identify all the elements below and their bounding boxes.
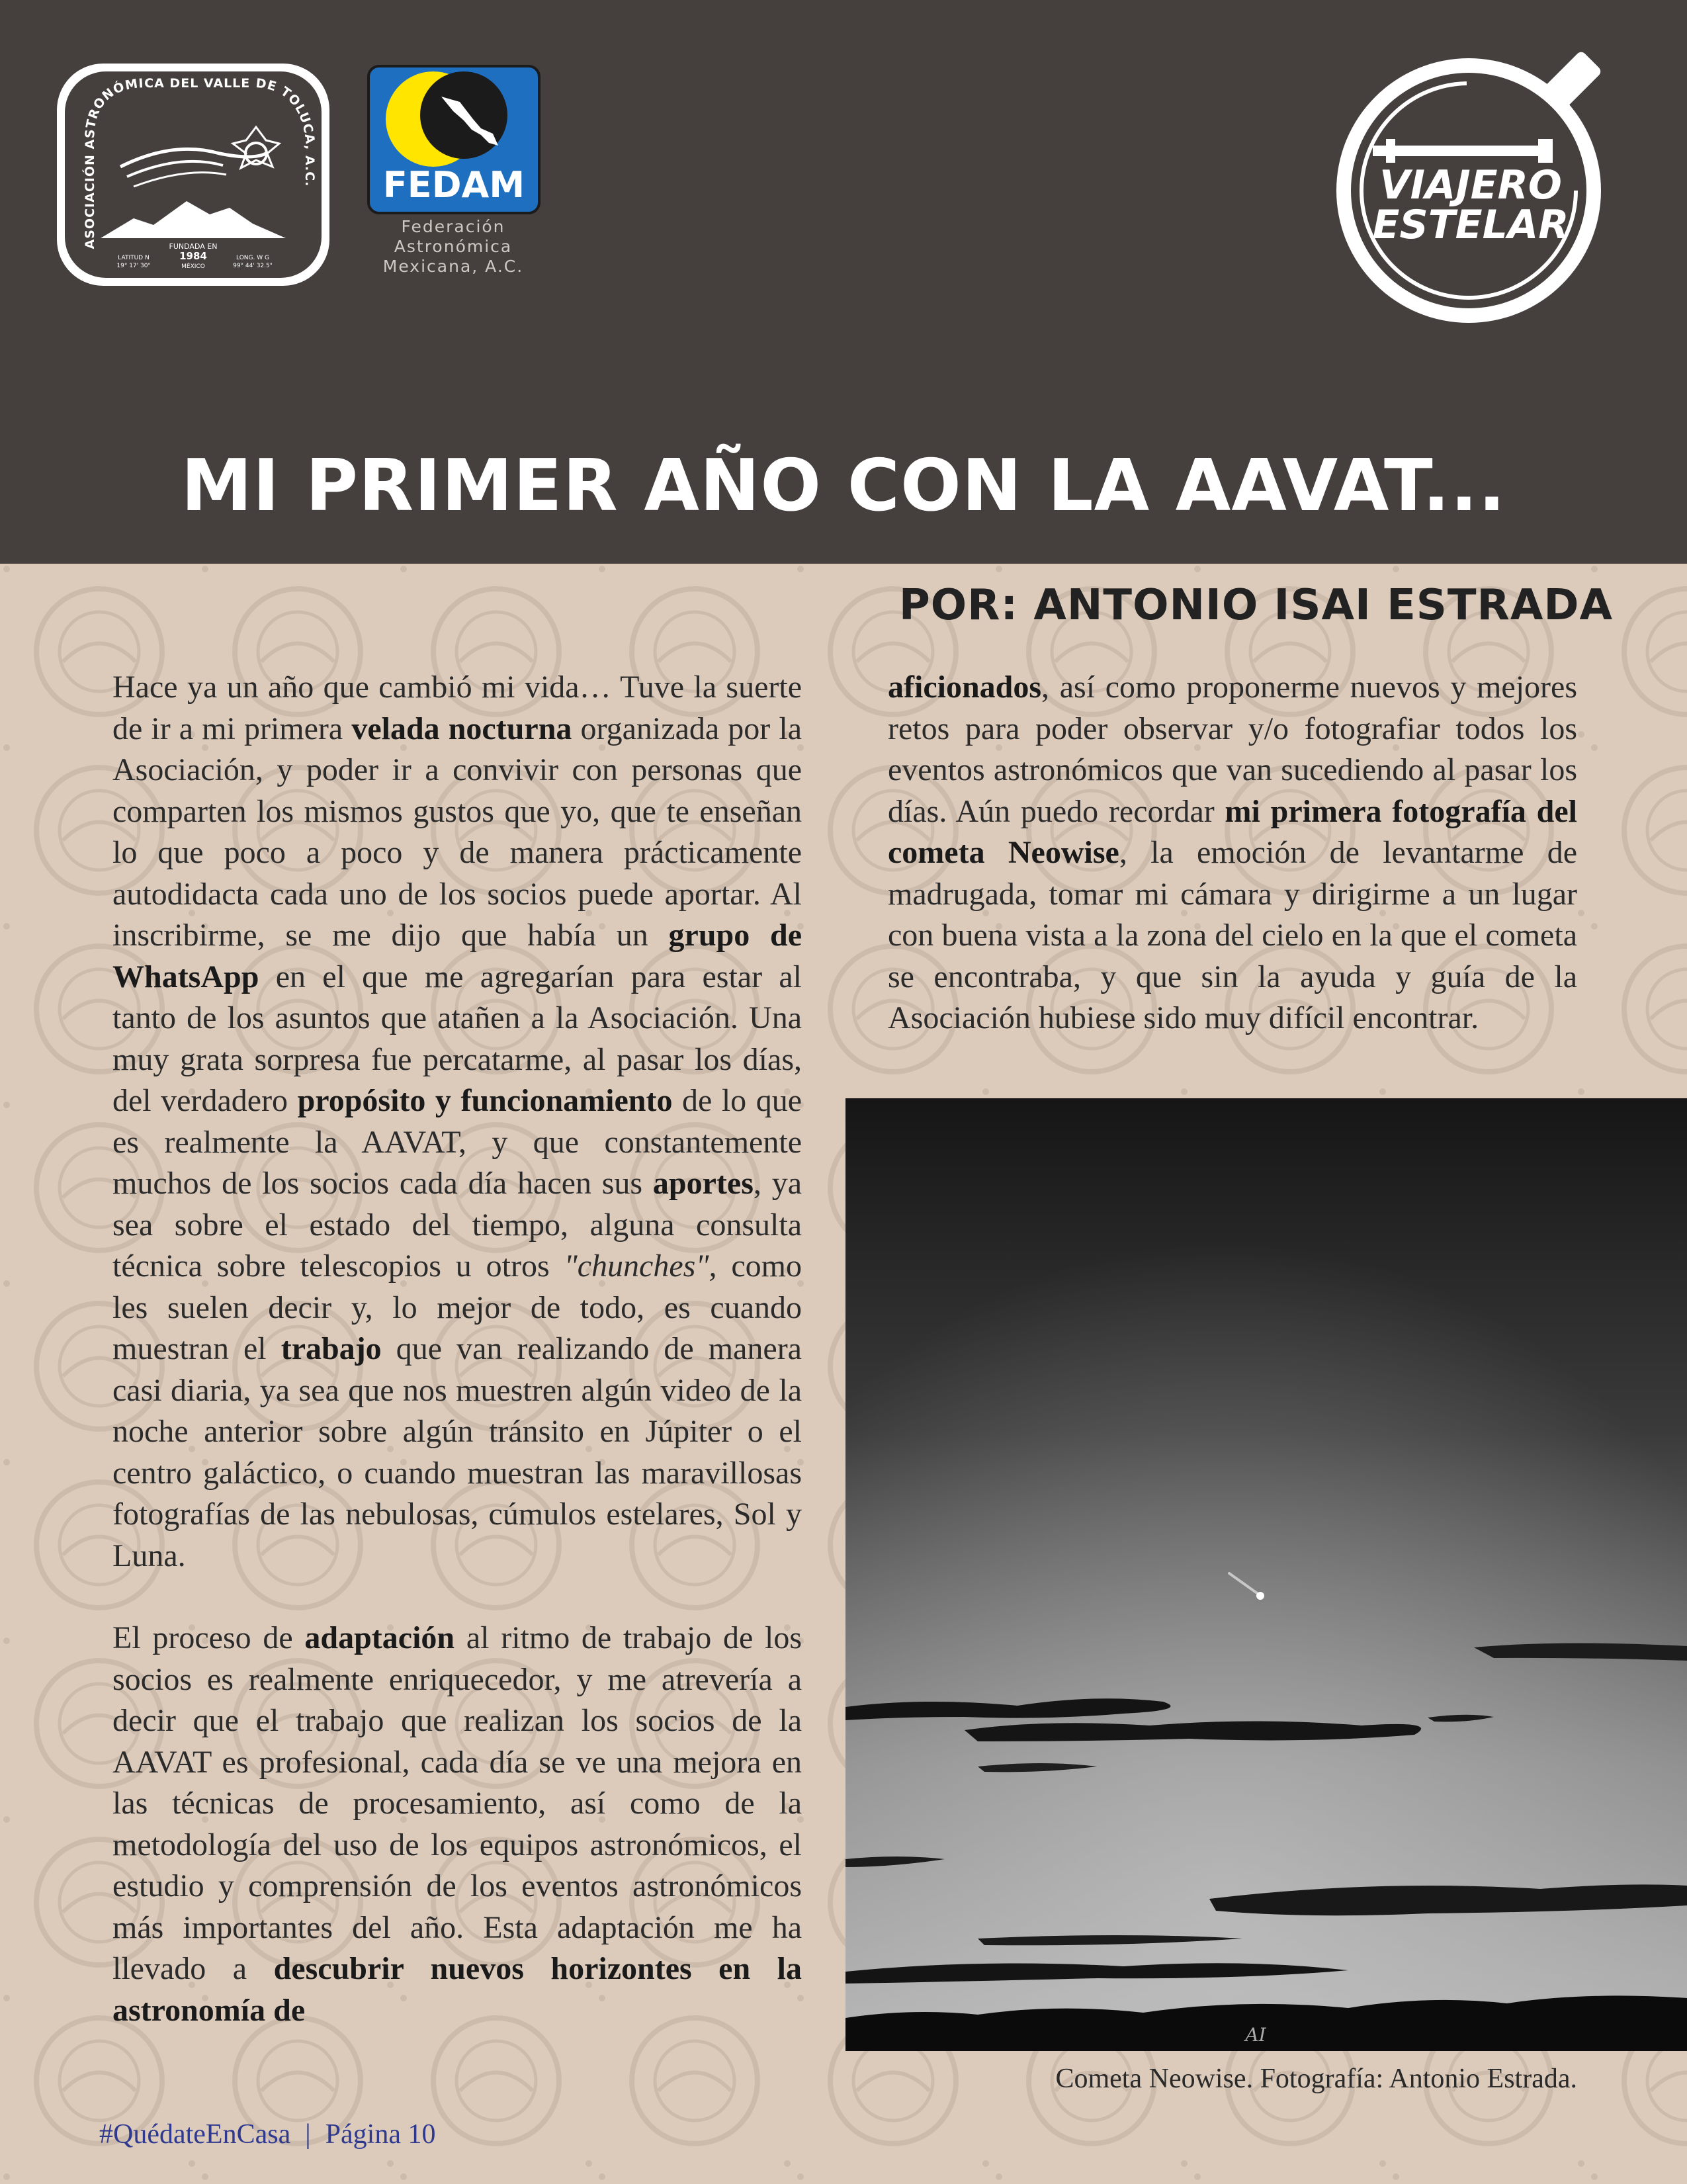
text-run: , la emoción de levantarme de madrugada, tomar mi cámara y dirigirme a un lugar con buena vista a la zona del cielo en la que el cometa se encontraba, y que sin la ayuda y guía de la Asociación hubiese sido muy difícil encontrar. <box>888 835 1578 1035</box>
article-paragraph-3 <box>888 667 1577 1039</box>
comet-neowise-photo <box>845 1098 1687 2051</box>
fedam-logo-name: FEDAM <box>382 164 525 206</box>
aavt-lat-label: LATITUD N <box>118 255 150 261</box>
footer-separator: | <box>305 2119 311 2150</box>
footer-hashtag: #QuédateEnCasa <box>99 2119 291 2150</box>
text-run: Hace ya un año que cambió mi vida… Tuve la suerte de ir a mi primera <box>112 670 802 746</box>
text-run: en el que me agregarían para estar al tanto de los asuntos que atañen a la Asociación. Una muy grata sorpresa fue percatarme, al pasar los días, del verdadero <box>112 959 802 1118</box>
text-run: aficionados <box>888 670 1042 705</box>
page-header <box>0 0 1687 564</box>
text-run: grupo de WhatsApp <box>112 918 802 994</box>
aavt-founded-place: MÉXICO <box>181 263 205 270</box>
text-run: que van realizando de manera casi diaria, ya sea que nos muestren algún video de la noche anterior sobre algún tránsito en Júpiter o el centro galáctico, o cuando muestran las maravillosas fotografías de las nebulosas, cúmulos estelares, Sol y Luna. <box>112 1331 802 1573</box>
text-run: , así como proponerme nuevos y mejores retos para poder observar y/o fotografiar todos los eventos astronómicos que van sucediendo al pasar los días. Aún puedo recordar <box>888 670 1577 829</box>
photo-signature: AI <box>1245 2024 1266 2046</box>
text-run: mi primera fotografía del cometa Neowise <box>888 793 1577 870</box>
text-run: al ritmo de trabajo de los socios es realmente enriquecedor, y me atrevería a decir que el trabajo que realizan los socios de la AAVAT es profesional, cada día se ve una mejora en las técnicas de procesamiento, así como de la metodología del uso de los equipos astronómicos, el estudio y comprensión de los eventos astronómicos más importantes del año. Esta adaptación me ha llevado a <box>112 1620 802 1986</box>
aavt-logo <box>54 61 332 288</box>
text-run: El proceso de <box>112 1620 305 1655</box>
aavt-founded-label: FUNDADA EN <box>169 242 218 251</box>
text-run: como les suelen decir y, lo mejor de todo, es cuando muestran el <box>112 1248 802 1366</box>
viajero-logo-line-2: ESTELAR <box>1372 202 1569 248</box>
photo-caption: Cometa Neowise. Fotografía: Antonio Estrada. <box>1055 2064 1577 2094</box>
text-run: , ya sea sobre el estado del tiempo, alguna consulta técnica sobre telescopios u otros <box>112 1166 802 1284</box>
article-right-column <box>888 667 1577 1039</box>
viajero-logo-line-1: VIAJERO <box>1379 162 1562 208</box>
text-run: propósito y funcionamiento <box>297 1083 673 1118</box>
footer-page-number: Página 10 <box>325 2119 436 2150</box>
text-run: de lo que es realmente la AAVAT, y que constantemente muchos de los socios cada día hacen sus <box>112 1083 802 1201</box>
text-run: aportes <box>652 1166 754 1201</box>
page-footer <box>99 2118 435 2150</box>
text-run: adaptación <box>304 1620 455 1655</box>
aavt-lat-value: 19° 17' 30" <box>116 263 151 269</box>
article-left-column <box>112 667 802 2031</box>
article-byline: POR: ANTONIO ISAI ESTRADA <box>898 581 1613 630</box>
fedam-subtitle-line-1: Federación <box>401 217 505 236</box>
fedam-subtitle-line-3: Mexicana, A.C. <box>382 257 524 276</box>
fedam-logo <box>367 65 541 214</box>
aavt-long-label: LONG. W G <box>236 255 269 261</box>
aavt-founded-year: 1984 <box>179 250 207 262</box>
aavt-ring-text: ASOCIACIÓN ASTRONÓMICA DEL VALLE DE TOLUCA, A.C. <box>82 75 318 249</box>
fedam-subtitle-line-2: Astronómica <box>394 237 513 256</box>
text-run: organizada por la Asociación, y poder ir a convivir con personas que comparten los mismos gustos que yo, que te enseñan lo que poco a poco y de manera prácticamente autodidacta cada uno de los socios puede aportar. Al inscribirme, se me dijo que había un <box>112 711 802 953</box>
text-run: velada nocturna <box>351 711 572 746</box>
text-run: descubrir nuevos horizontes en la astronomía de <box>112 1951 802 2028</box>
article-paragraph-2 <box>112 1618 802 2031</box>
fedam-subtitle <box>357 217 549 277</box>
text-run: trabajo <box>281 1331 382 1366</box>
viajero-estelar-logo <box>1326 40 1631 331</box>
article-paragraph-1 <box>112 667 802 1577</box>
aavt-long-value: 99° 44' 32.5" <box>233 263 273 269</box>
page-title: MI PRIMER AÑO CON LA AAVAT... <box>181 445 1506 527</box>
text-run: "chunches", <box>564 1248 717 1284</box>
